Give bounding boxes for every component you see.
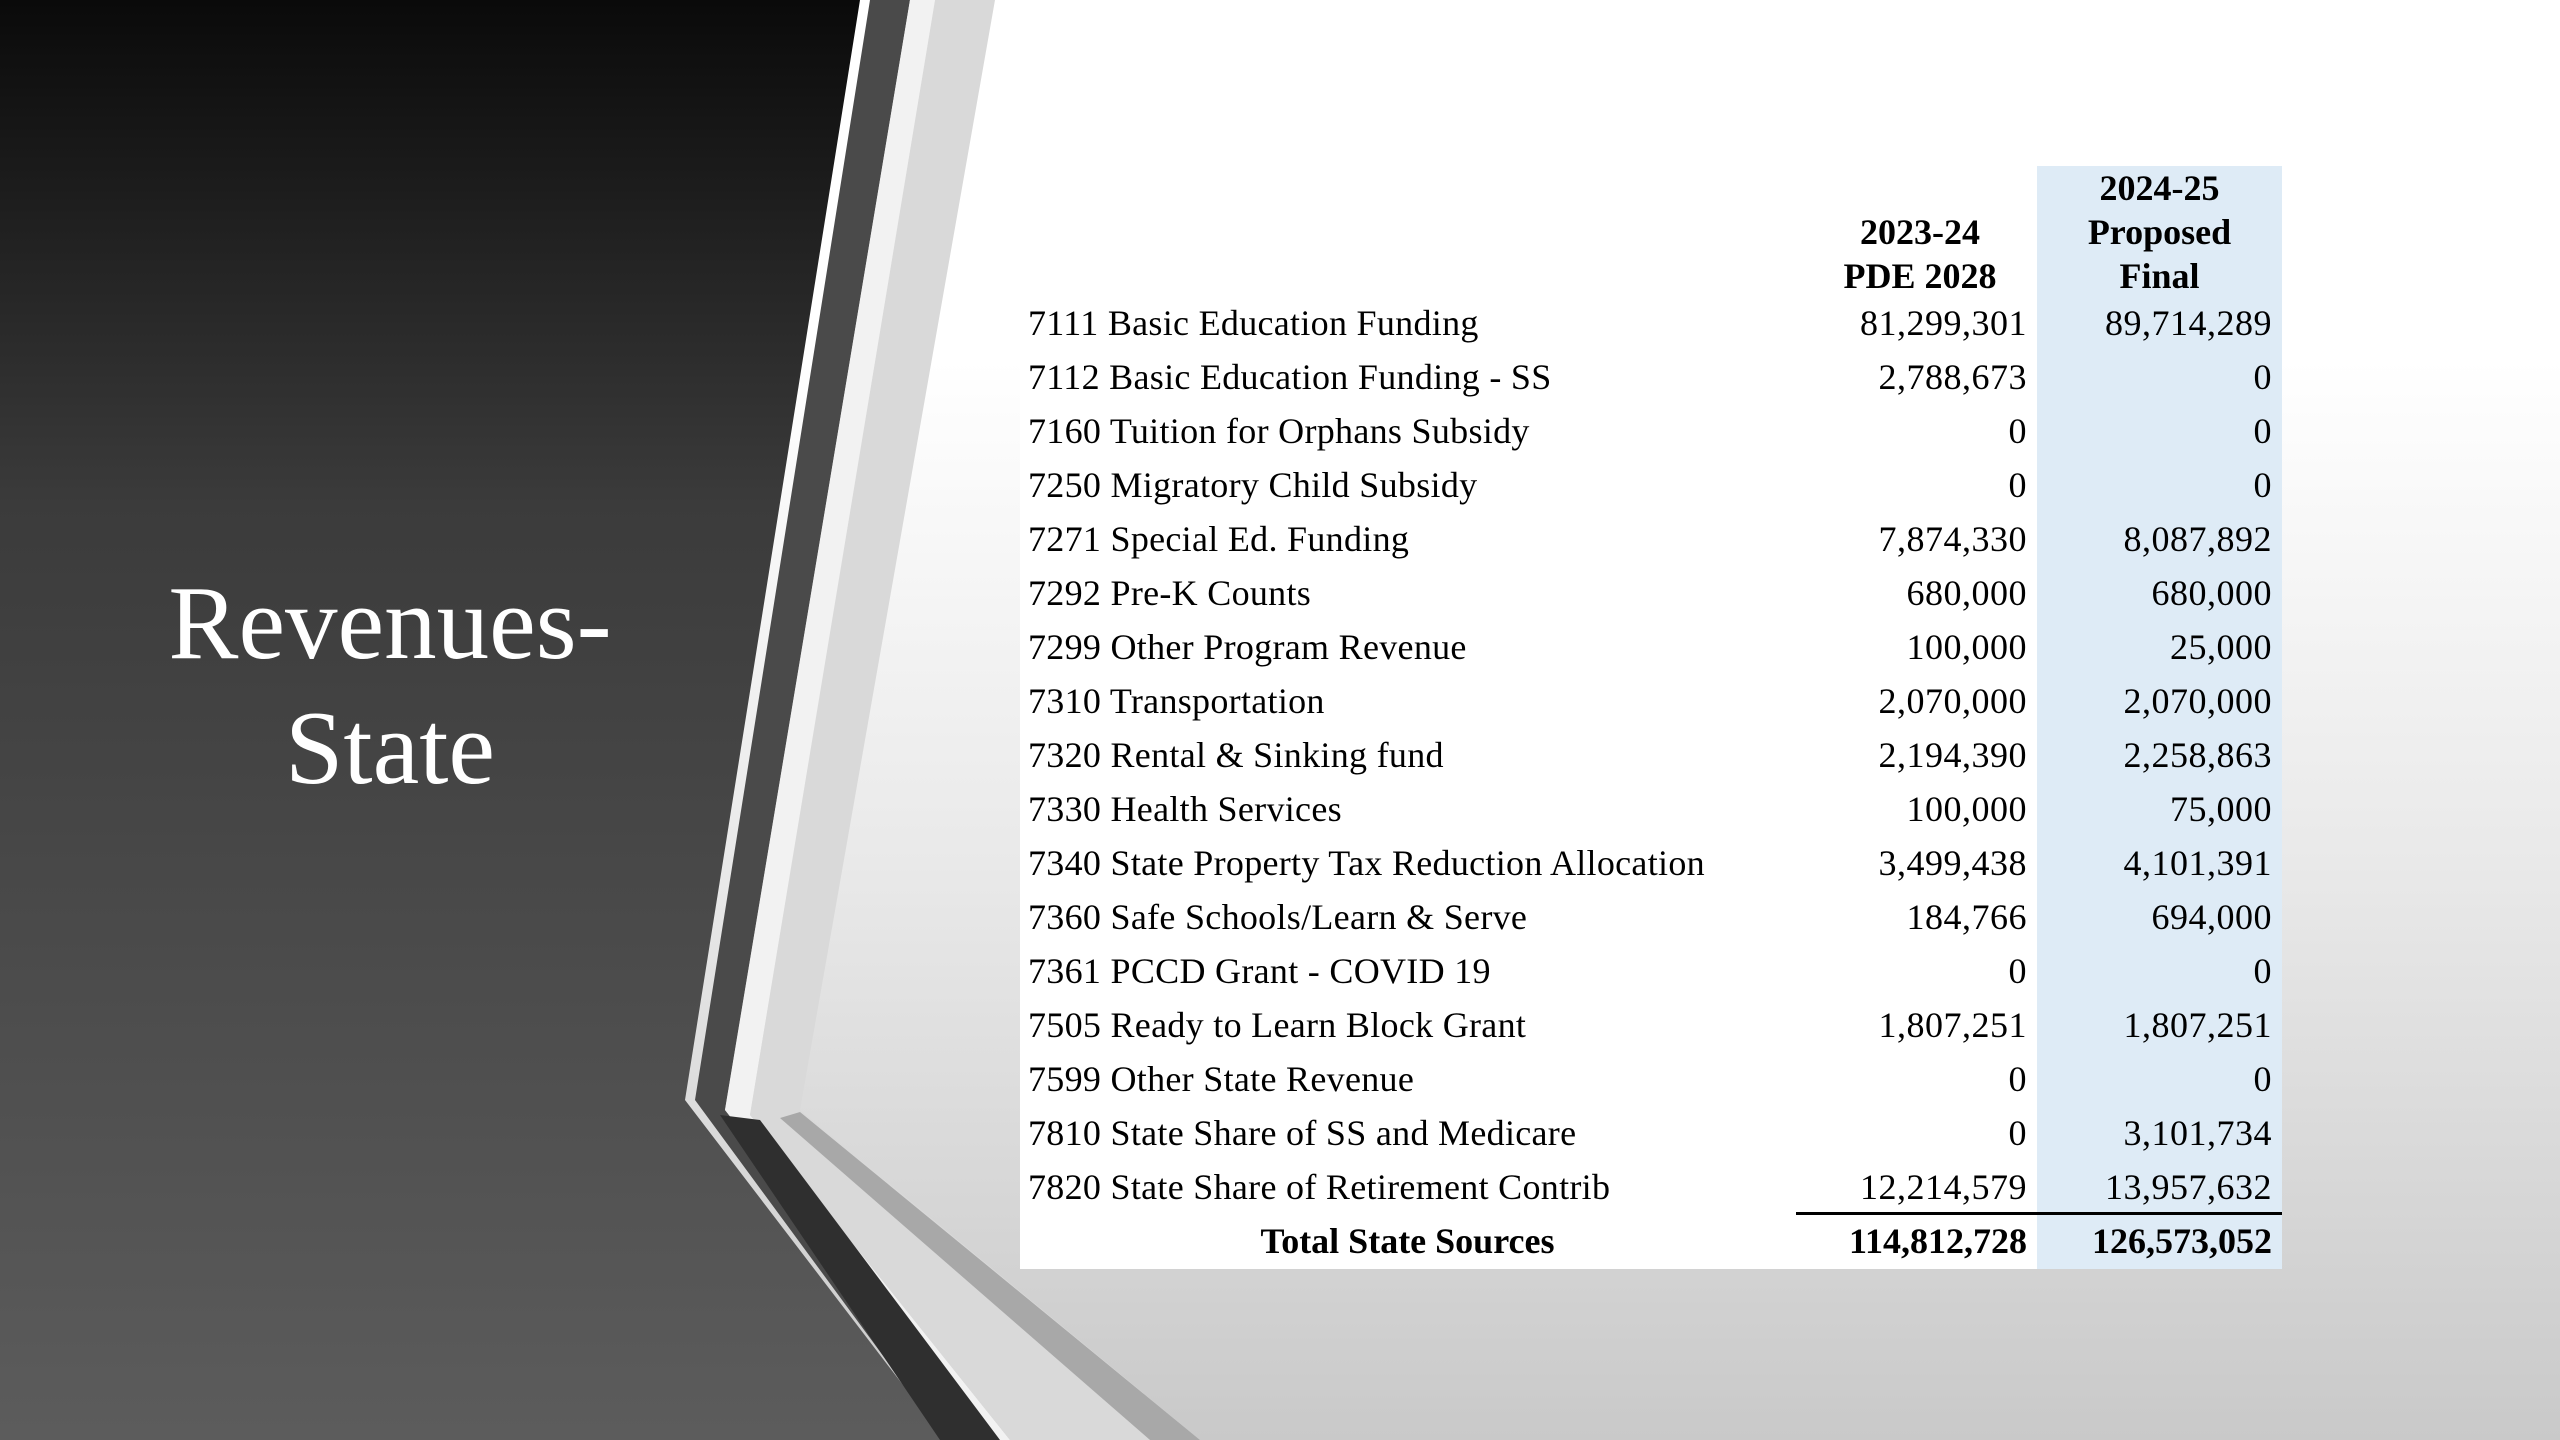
row-label: 7320 Rental & Sinking fund xyxy=(1028,735,1444,775)
row-proposed-value: 0 xyxy=(2253,951,2272,991)
row-prior-value: 2,070,000 xyxy=(1878,681,2027,721)
revenue-table xyxy=(1020,166,2282,1269)
row-label: 7299 Other Program Revenue xyxy=(1028,627,1467,667)
slide-title-line-2: State xyxy=(285,689,495,806)
column-header-prior-year xyxy=(1800,210,2040,298)
row-prior-value: 0 xyxy=(2008,465,2027,505)
row-prior-value: 81,299,301 xyxy=(1860,303,2027,343)
row-proposed-value: 0 xyxy=(2253,411,2272,451)
row-proposed-value: 89,714,289 xyxy=(2105,303,2272,343)
row-proposed-value: 13,957,632 xyxy=(2105,1167,2272,1207)
column-header-proposed-line-2: Proposed xyxy=(2087,212,2232,252)
table-row xyxy=(1020,834,2282,888)
row-prior-value: 0 xyxy=(2008,1059,2027,1099)
row-label: 7160 Tuition for Orphans Subsidy xyxy=(1028,411,1530,451)
row-prior-value: 1,807,251 xyxy=(1878,1005,2027,1045)
row-proposed-value: 3,101,734 xyxy=(2123,1113,2272,1153)
row-label: 7330 Health Services xyxy=(1028,789,1342,829)
row-proposed-value: 680,000 xyxy=(2151,573,2272,613)
table-row xyxy=(1020,1050,2282,1104)
row-prior-value: 12,214,579 xyxy=(1860,1167,2027,1207)
column-header-proposed-line-3: Final xyxy=(2119,256,2200,296)
row-proposed-value: 0 xyxy=(2253,1059,2272,1099)
total-prior-value: 114,812,728 xyxy=(1848,1221,2027,1261)
row-prior-value: 100,000 xyxy=(1906,789,2027,829)
row-prior-value: 2,788,673 xyxy=(1878,357,2027,397)
row-label: 7310 Transportation xyxy=(1028,681,1325,721)
row-prior-value: 2,194,390 xyxy=(1878,735,2027,775)
table-row xyxy=(1020,726,2282,780)
table-row xyxy=(1020,564,2282,618)
column-header-proposed-line-1: 2024-25 xyxy=(2099,168,2220,208)
table-row xyxy=(1020,618,2282,672)
table-row xyxy=(1020,996,2282,1050)
row-proposed-value: 4,101,391 xyxy=(2123,843,2272,883)
row-label: 7271 Special Ed. Funding xyxy=(1028,519,1410,559)
row-prior-value: 7,874,330 xyxy=(1878,519,2027,559)
slide-title-line-1: Revenues- xyxy=(168,564,612,681)
row-label: 7361 PCCD Grant - COVID 19 xyxy=(1028,951,1491,991)
row-proposed-value: 2,258,863 xyxy=(2123,735,2272,775)
row-proposed-value: 25,000 xyxy=(2170,627,2272,667)
row-label: 7810 State Share of SS and Medicare xyxy=(1028,1113,1577,1153)
row-label: 7292 Pre-K Counts xyxy=(1028,573,1312,613)
table-row xyxy=(1020,294,2282,348)
row-label: 7599 Other State Revenue xyxy=(1028,1059,1415,1099)
row-label: 7112 Basic Education Funding - SS xyxy=(1028,357,1552,397)
column-header-prior-year-line-2: PDE 2028 xyxy=(1843,256,1997,296)
row-prior-value: 680,000 xyxy=(1906,573,2027,613)
row-label: 7111 Basic Education Funding xyxy=(1028,303,1479,343)
row-prior-value: 3,499,438 xyxy=(1878,843,2027,883)
row-label: 7505 Ready to Learn Block Grant xyxy=(1028,1005,1527,1045)
table-row xyxy=(1020,780,2282,834)
row-proposed-value: 2,070,000 xyxy=(2123,681,2272,721)
total-label: Total State Sources xyxy=(1260,1221,1555,1261)
table-row xyxy=(1020,888,2282,942)
row-prior-value: 0 xyxy=(2008,411,2027,451)
column-header-prior-year-line-1: 2023-24 xyxy=(1860,212,1980,252)
table-row xyxy=(1020,1104,2282,1158)
row-proposed-value: 75,000 xyxy=(2170,789,2272,829)
row-label: 7820 State Share of Retirement Contrib xyxy=(1028,1167,1611,1207)
row-label: 7360 Safe Schools/Learn & Serve xyxy=(1028,897,1528,937)
row-prior-value: 0 xyxy=(2008,1113,2027,1153)
table-row xyxy=(1020,672,2282,726)
table-row xyxy=(1020,942,2282,996)
row-proposed-value: 0 xyxy=(2253,357,2272,397)
row-proposed-value: 0 xyxy=(2253,465,2272,505)
row-label: 7250 Migratory Child Subsidy xyxy=(1028,465,1478,505)
table-row xyxy=(1020,402,2282,456)
row-label: 7340 State Property Tax Reduction Allocation xyxy=(1028,843,1705,883)
slide-title xyxy=(100,560,680,810)
column-header-proposed xyxy=(2037,166,2282,298)
total-proposed-value: 126,573,052 xyxy=(2092,1221,2272,1261)
table-row xyxy=(1020,510,2282,564)
row-prior-value: 0 xyxy=(2008,951,2027,991)
row-proposed-value: 694,000 xyxy=(2151,897,2272,937)
row-prior-value: 100,000 xyxy=(1906,627,2027,667)
table-row xyxy=(1020,348,2282,402)
table-row xyxy=(1020,456,2282,510)
row-proposed-value: 8,087,892 xyxy=(2123,519,2272,559)
row-proposed-value: 1,807,251 xyxy=(2123,1005,2272,1045)
row-prior-value: 184,766 xyxy=(1906,897,2027,937)
table-row xyxy=(1020,1158,2282,1212)
total-row xyxy=(1020,1212,2282,1266)
